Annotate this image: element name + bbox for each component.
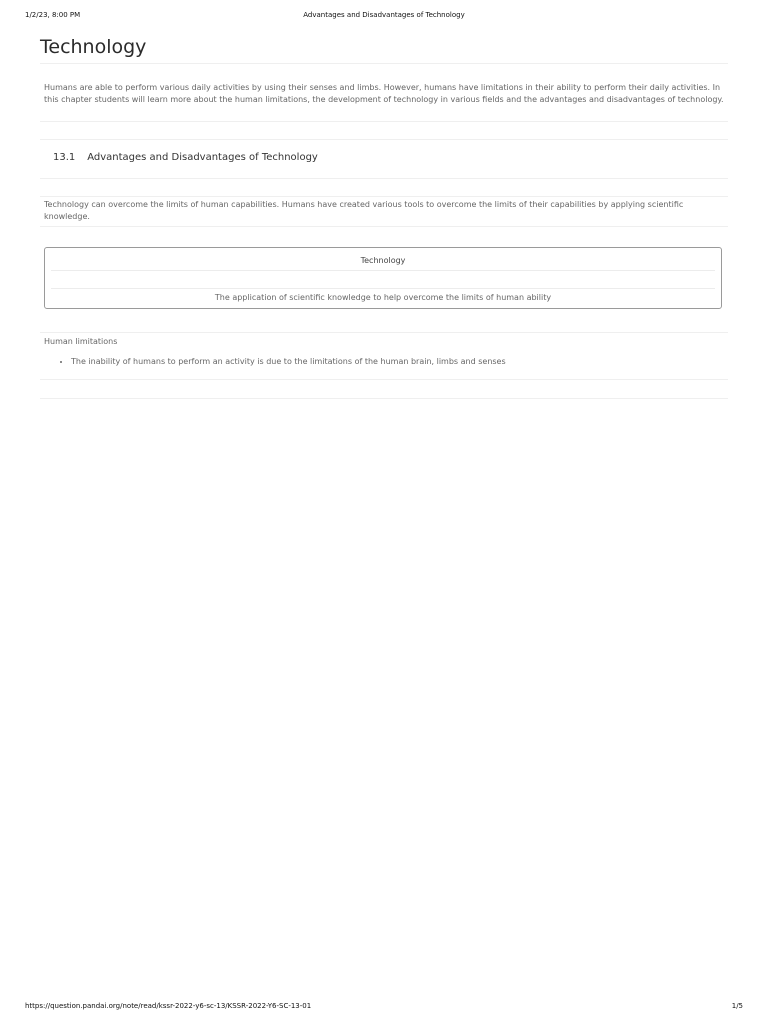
print-header: [25, 11, 743, 21]
divider: [40, 139, 728, 140]
list-item: • The inability of humans to perform an activity is due to the limitations of the human brain, limbs and senses: [71, 356, 506, 367]
definition-text: The application of scientific knowledge to help overcome the limits of human ability: [214, 293, 552, 302]
definition-box: [44, 247, 722, 309]
human-limitations-list: [44, 356, 506, 367]
section-heading: [53, 152, 318, 163]
divider: [51, 288, 715, 289]
human-limitations-label: Human limitations: [44, 337, 118, 346]
page-title: Technology: [40, 36, 147, 58]
divider: [40, 379, 728, 380]
divider: [40, 196, 728, 197]
print-datetime: 1/2/23, 8:00 PM: [25, 11, 81, 19]
divider: [40, 332, 728, 333]
divider: [40, 226, 728, 227]
divider: [40, 121, 728, 122]
print-footer: [25, 1002, 743, 1012]
section-number: 13.1: [53, 152, 76, 163]
section-paragraph: Technology can overcome the limits of human capabilities. Humans have created various tools to overcome the limits of their capabilities by applying scientific knowledge.: [44, 200, 684, 221]
divider: [40, 63, 728, 64]
intro-paragraph: Humans are able to perform various daily activities by using their senses and limbs. However, humans have limitations in their ability to perform their daily activities. In this chapter students will learn more about the human limitations, the development of technology in various fields and the advantages and disadvantages of technology.: [44, 83, 724, 104]
page-number: 1/5: [731, 1002, 743, 1010]
section-title: Advantages and Disadvantages of Technology: [87, 152, 318, 163]
divider: [51, 270, 715, 271]
definition-term: Technology: [360, 256, 406, 265]
print-title: Advantages and Disadvantages of Technology: [303, 11, 465, 19]
print-url: https://question.pandai.org/note/read/kssr-2022-y6-sc-13/KSSR-2022-Y6-SC-13-01: [25, 1002, 312, 1010]
divider: [40, 178, 728, 179]
divider: [40, 398, 728, 399]
